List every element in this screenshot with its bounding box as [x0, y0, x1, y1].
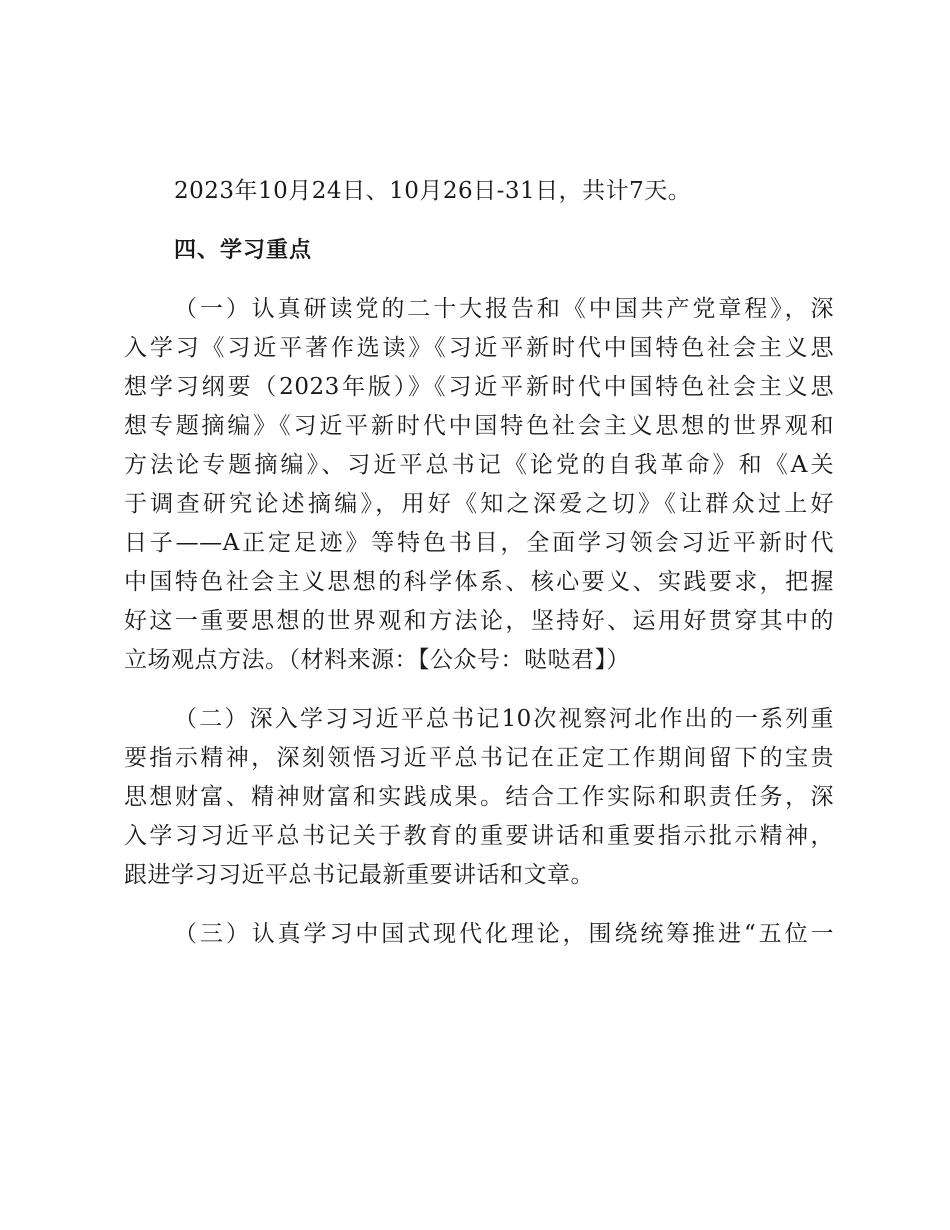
paragraph-line: 想学习纲要（2023年版）》《习近平新时代中国特色社会主义思 [124, 374, 834, 400]
paragraph-line: 思想财富、精神财富和实践成果。结合工作实际和职责任务，深 [124, 784, 834, 810]
spacer [124, 895, 834, 915]
paragraph-line: 好这一重要思想的世界观和方法论，坚持好、运用好贯穿其中的 [124, 608, 834, 634]
document-body [124, 172, 834, 954]
paragraph-line: （三）认真学习中国式现代化理论，围绕统筹推进“五位一 [174, 921, 834, 947]
paragraph-line: 方法论专题摘编》、习近平总书记《论党的自我革命》和《A关 [124, 452, 834, 478]
paragraph-line: （一）认真研读党的二十大报告和《中国共产党章程》，深 [174, 296, 834, 322]
section-heading: 四、学习重点 [174, 238, 313, 263]
paragraph-line: 入学习《习近平著作选读》《习近平新时代中国特色社会主义思 [124, 335, 834, 361]
paragraph-line: 入学习习近平总书记关于教育的重要讲话和重要指示批示精神， [124, 823, 834, 849]
paragraph-line: 立场观点方法。（材料来源：【公众号：哒哒君】） [124, 647, 630, 673]
spacer [124, 211, 834, 231]
paragraph-line: 日子——A正定足迹》等特色书目，全面学习领会习近平新时代 [124, 530, 834, 556]
paragraph-1 [124, 290, 834, 680]
spacer [124, 270, 834, 290]
paragraph-line: 中国特色社会主义思想的科学体系、核心要义、实践要求，把握 [124, 569, 834, 595]
paragraph-line: 跟进学习习近平总书记最新重要讲话和文章。 [124, 862, 594, 888]
paragraph-line: 想专题摘编》《习近平新时代中国特色社会主义思想的世界观和 [124, 413, 834, 439]
paragraph-line: （二）深入学习习近平总书记10次视察河北作出的一系列重 [174, 706, 834, 732]
paragraph-2 [124, 700, 834, 895]
paragraph-line: 于调查研究论述摘编》，用好《知之深爱之切》《让群众过上好 [124, 491, 834, 517]
date-line: 2023年10月24日、10月26日-31日，共计7天。 [174, 178, 692, 204]
paragraph-3 [124, 915, 834, 954]
paragraph-line: 要指示精神，深刻领悟习近平总书记在正定工作期间留下的宝贵 [124, 745, 834, 771]
spacer [124, 680, 834, 700]
